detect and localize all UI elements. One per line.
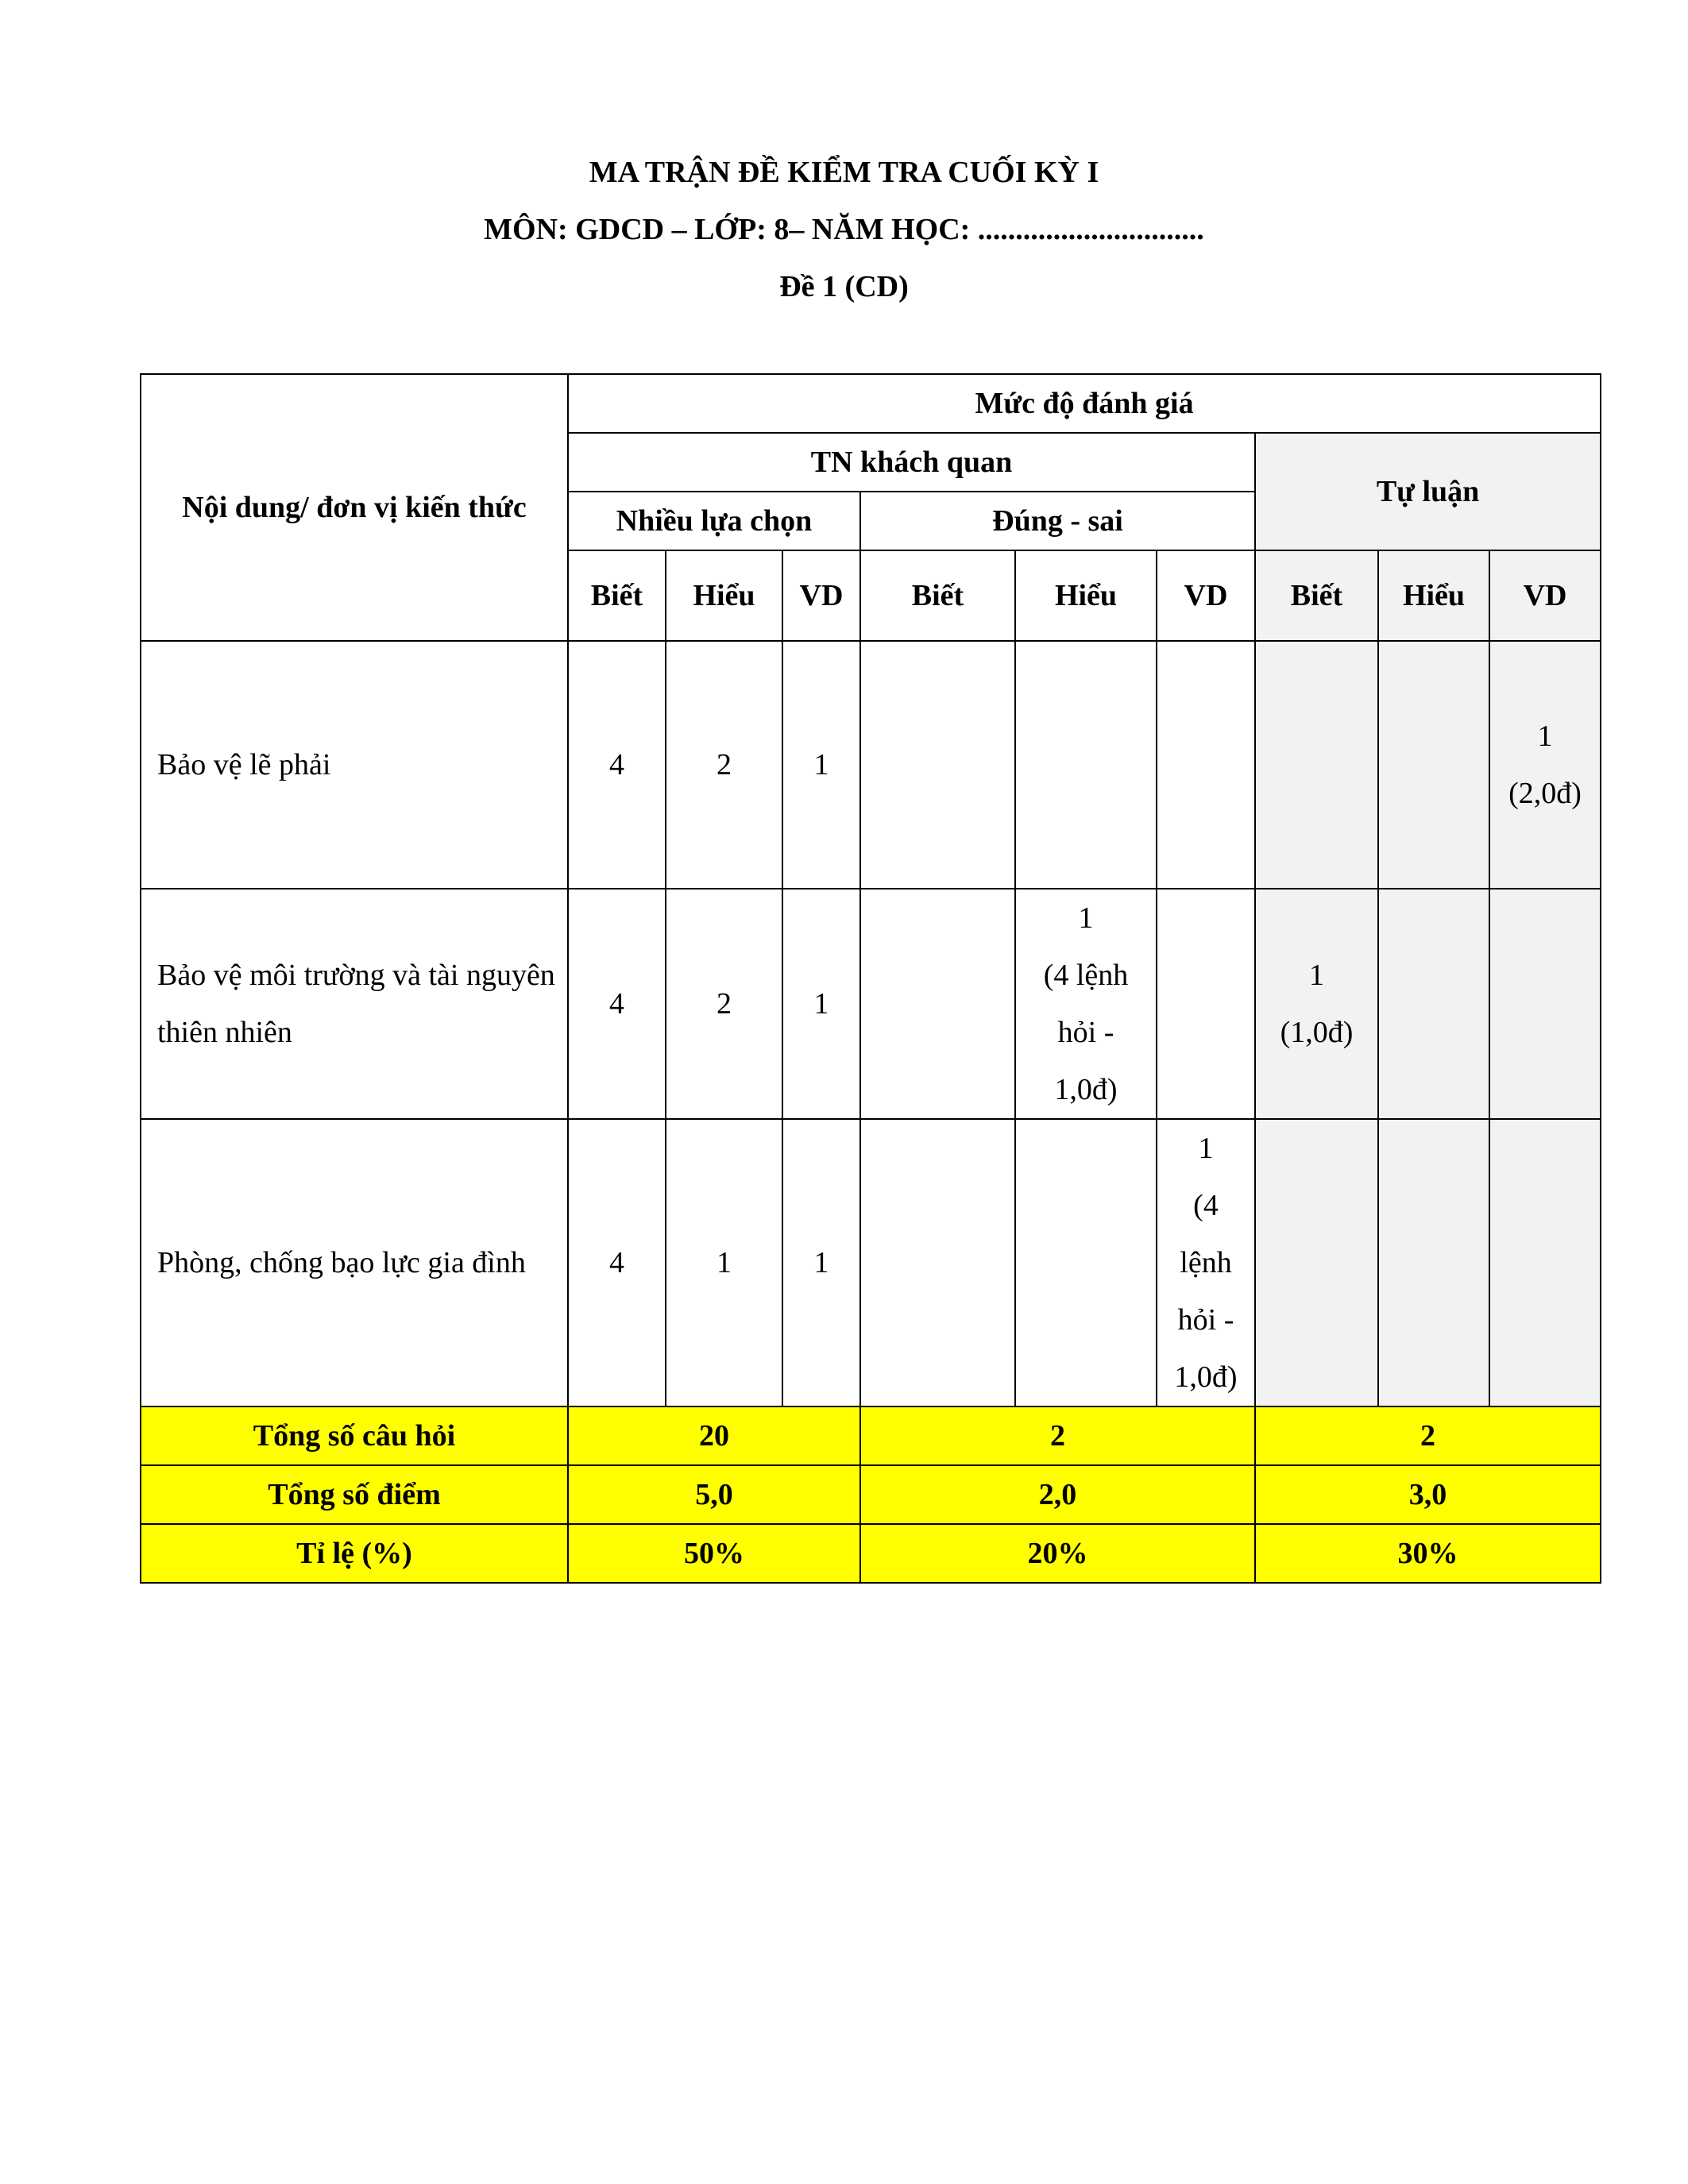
- total-points-row: [141, 1465, 1601, 1524]
- mc-understand-header: Hiểu: [666, 550, 782, 641]
- value-cell: 2: [666, 889, 782, 1119]
- tn-header: TN khách quan: [568, 433, 1255, 492]
- assessment-matrix: [140, 373, 1601, 1584]
- tf-total-questions: 2: [860, 1406, 1255, 1465]
- mc-know-header: Biết: [568, 550, 666, 641]
- value-cell: 1 (2,0đ): [1489, 641, 1601, 889]
- value-cell: [1489, 1119, 1601, 1406]
- value-cell: 1: [782, 889, 860, 1119]
- essay-header: Tự luận: [1255, 433, 1601, 550]
- table-row: [141, 889, 1601, 1119]
- value-cell: 1: [782, 1119, 860, 1406]
- tf-ratio: 20%: [860, 1524, 1255, 1583]
- mc-ratio: 50%: [568, 1524, 860, 1583]
- value-cell: 1 (4 lệnh hỏi - 1,0đ): [1157, 1119, 1255, 1406]
- total-questions-label: Tổng số câu hỏi: [141, 1406, 568, 1465]
- value-cell: 1: [666, 1119, 782, 1406]
- value-cell: [1378, 889, 1489, 1119]
- multiple-choice-header: Nhiều lựa chọn: [568, 492, 860, 550]
- essay-total-points: 3,0: [1255, 1465, 1601, 1524]
- value-cell: [1489, 889, 1601, 1119]
- topic-cell: Phòng, chống bạo lực gia đình: [141, 1119, 568, 1406]
- value-cell: [1255, 641, 1378, 889]
- value-cell: 2: [666, 641, 782, 889]
- content-header: Nội dung/ đơn vị kiến thức: [141, 374, 568, 641]
- value-cell: 1 (4 lệnh hỏi - 1,0đ): [1015, 889, 1157, 1119]
- total-questions-row: [141, 1406, 1601, 1465]
- mc-total-questions: 20: [568, 1406, 860, 1465]
- value-cell: 1: [782, 641, 860, 889]
- ratio-label: Tỉ lệ (%): [141, 1524, 568, 1583]
- value-cell: [1015, 1119, 1157, 1406]
- value-cell: [1157, 889, 1255, 1119]
- value-cell: [860, 889, 1015, 1119]
- total-points-label: Tổng số điểm: [141, 1465, 568, 1524]
- exam-version: Đề 1 (CD): [779, 270, 909, 303]
- value-cell: [1015, 641, 1157, 889]
- tf-understand-header: Hiểu: [1015, 550, 1157, 641]
- table-row: [141, 641, 1601, 889]
- essay-total-questions: 2: [1255, 1406, 1601, 1465]
- value-cell: [1157, 641, 1255, 889]
- value-cell: [860, 1119, 1015, 1406]
- value-cell: 4: [568, 889, 666, 1119]
- essay-apply-header: VD: [1489, 550, 1601, 641]
- essay-know-header: Biết: [1255, 550, 1378, 641]
- essay-ratio: 30%: [1255, 1524, 1601, 1583]
- subject-line: MÔN: GDCD – LỚP: 8– NĂM HỌC: ..............................: [484, 213, 1204, 246]
- true-false-header: Đúng - sai: [860, 492, 1255, 550]
- value-cell: [860, 641, 1015, 889]
- value-cell: [1255, 1119, 1378, 1406]
- mc-total-points: 5,0: [568, 1465, 860, 1524]
- tf-total-points: 2,0: [860, 1465, 1255, 1524]
- level-header: Mức độ đánh giá: [568, 374, 1601, 433]
- table-row: [141, 1119, 1601, 1406]
- topic-cell: Bảo vệ môi trường và tài nguyên thiên nhiên: [141, 889, 568, 1119]
- value-cell: [1378, 641, 1489, 889]
- value-cell: 4: [568, 1119, 666, 1406]
- value-cell: [1378, 1119, 1489, 1406]
- tf-know-header: Biết: [860, 550, 1015, 641]
- document-title: MA TRẬN ĐỀ KIỂM TRA CUỐI KỲ I: [589, 156, 1099, 189]
- value-cell: 1 (1,0đ): [1255, 889, 1378, 1119]
- value-cell: 4: [568, 641, 666, 889]
- essay-understand-header: Hiểu: [1378, 550, 1489, 641]
- ratio-row: [141, 1524, 1601, 1583]
- mc-apply-header: VD: [782, 550, 860, 641]
- topic-cell: Bảo vệ lẽ phải: [141, 641, 568, 889]
- tf-apply-header: VD: [1157, 550, 1255, 641]
